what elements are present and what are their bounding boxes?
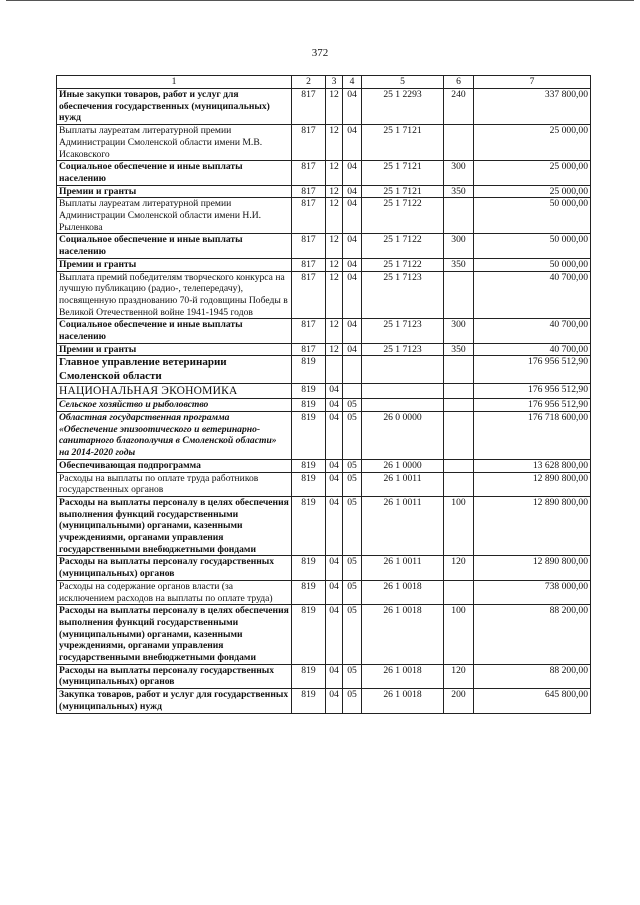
- target-article-code: 25 1 7123: [362, 343, 444, 356]
- expense-type-code: 100: [444, 496, 474, 556]
- expense-type-code: 200: [444, 689, 474, 713]
- target-article-code: 26 1 0011: [362, 496, 444, 556]
- row-description: Социальное обеспечение и иные выплаты населению: [57, 161, 292, 185]
- expense-type-code: [444, 580, 474, 604]
- row-description: Расходы на выплаты персоналу в целях обеспечения выполнения функций государственными (муниципальными) органами, казенными учреждениями, органами управления государственными внебюджетными фондами: [57, 496, 292, 556]
- row-description: Сельское хозяйство и рыболовство: [57, 399, 292, 412]
- expense-type-code: [444, 412, 474, 460]
- subsection-code: 05: [343, 412, 362, 460]
- section-code: 04: [326, 459, 343, 472]
- expense-type-code: 350: [444, 343, 474, 356]
- ministry-code: 819: [292, 605, 326, 665]
- expense-type-code: 350: [444, 185, 474, 198]
- section-code: 12: [326, 271, 343, 319]
- table-row: [57, 556, 591, 580]
- subsection-code: 05: [343, 496, 362, 556]
- section-code: 04: [326, 472, 343, 496]
- subsection-code: 05: [343, 605, 362, 665]
- page-number: 372: [311, 47, 329, 59]
- row-description: Выплаты лауреатам литературной премии Администрации Смоленской области имени М.В. Исаковского: [57, 125, 292, 161]
- ministry-code: 819: [292, 580, 326, 604]
- amount: 40 700,00: [474, 343, 591, 356]
- table-row: [57, 185, 591, 198]
- subsection-code: 04: [343, 234, 362, 258]
- amount: 337 800,00: [474, 89, 591, 125]
- expense-type-code: [444, 399, 474, 412]
- amount: 50 000,00: [474, 198, 591, 234]
- ministry-code: 817: [292, 161, 326, 185]
- section-code: 04: [326, 412, 343, 460]
- expense-type-code: [444, 459, 474, 472]
- amount: 88 200,00: [474, 664, 591, 688]
- ministry-code: 819: [292, 664, 326, 688]
- table-row: [57, 384, 591, 399]
- row-description: Расходы на выплаты персоналу государственных (муниципальных) органов: [57, 664, 292, 688]
- amount: 176 718 600,00: [474, 412, 591, 460]
- amount: 25 000,00: [474, 161, 591, 185]
- table-row: [57, 472, 591, 496]
- table-row: [57, 399, 591, 412]
- subsection-code: 04: [343, 89, 362, 125]
- amount: 50 000,00: [474, 258, 591, 271]
- table-row: [57, 234, 591, 258]
- expense-type-code: [444, 125, 474, 161]
- ministry-code: 819: [292, 472, 326, 496]
- subsection-code: 04: [343, 319, 362, 343]
- subsection-code: 04: [343, 125, 362, 161]
- subsection-code: 04: [343, 185, 362, 198]
- expense-type-code: 300: [444, 234, 474, 258]
- ministry-code: 819: [292, 496, 326, 556]
- row-description: Премии и гранты: [57, 258, 292, 271]
- column-header: 5: [362, 76, 444, 89]
- expense-type-code: [444, 198, 474, 234]
- row-description: Закупка товаров, работ и услуг для государственных (муниципальных) нужд: [57, 689, 292, 713]
- ministry-code: 819: [292, 689, 326, 713]
- target-article-code: 25 1 7121: [362, 185, 444, 198]
- target-article-code: 26 1 0000: [362, 459, 444, 472]
- table-row: [57, 664, 591, 688]
- section-code: 04: [326, 689, 343, 713]
- section-code: 04: [326, 399, 343, 412]
- amount: 25 000,00: [474, 125, 591, 161]
- subsection-code: 05: [343, 472, 362, 496]
- ministry-code: 819: [292, 556, 326, 580]
- ministry-code: 819: [292, 399, 326, 412]
- table-row: [57, 580, 591, 604]
- expense-type-code: 120: [444, 556, 474, 580]
- subsection-code: 05: [343, 664, 362, 688]
- ministry-code: 819: [292, 356, 326, 384]
- table-row: [57, 689, 591, 713]
- row-description: Расходы на выплаты персоналу государственных (муниципальных) органов: [57, 556, 292, 580]
- target-article-code: 25 1 2293: [362, 89, 444, 125]
- expense-type-code: [444, 472, 474, 496]
- section-code: 12: [326, 125, 343, 161]
- expense-type-code: 240: [444, 89, 474, 125]
- table-row: [57, 89, 591, 125]
- section-code: 04: [326, 580, 343, 604]
- subsection-code: [343, 356, 362, 384]
- section-code: 04: [326, 664, 343, 688]
- amount: 645 800,00: [474, 689, 591, 713]
- table-row: [57, 459, 591, 472]
- section-code: [326, 356, 343, 384]
- target-article-code: 26 1 0018: [362, 605, 444, 665]
- amount: 176 956 512,90: [474, 384, 591, 399]
- amount: 13 628 800,00: [474, 459, 591, 472]
- subsection-code: 04: [343, 343, 362, 356]
- amount: 88 200,00: [474, 605, 591, 665]
- section-code: 04: [326, 384, 343, 399]
- subsection-code: 05: [343, 459, 362, 472]
- row-description: Расходы на содержание органов власти (за исключением расходов на выплаты по оплате труда): [57, 580, 292, 604]
- row-description: Премии и гранты: [57, 343, 292, 356]
- target-article-code: 26 0 0000: [362, 412, 444, 460]
- ministry-code: 819: [292, 384, 326, 399]
- expense-type-code: [444, 356, 474, 384]
- column-header: 3: [326, 76, 343, 89]
- ministry-code: 817: [292, 185, 326, 198]
- target-article-code: 25 1 7122: [362, 234, 444, 258]
- subsection-code: 04: [343, 258, 362, 271]
- target-article-code: 26 1 0011: [362, 472, 444, 496]
- target-article-code: [362, 399, 444, 412]
- table-row: [57, 319, 591, 343]
- table-row: [57, 343, 591, 356]
- amount: 176 956 512,90: [474, 356, 591, 384]
- subsection-code: 05: [343, 689, 362, 713]
- ministry-code: 817: [292, 258, 326, 271]
- target-article-code: 25 1 7121: [362, 125, 444, 161]
- table-row: [57, 161, 591, 185]
- expense-type-code: [444, 271, 474, 319]
- row-description: Выплата премий победителям творческого конкурса на лучшую публикацию (радио-, телепередачу), посвященную празднованию 70-й годовщины Победы в Великой Отечественной войне 1941-1945 годов: [57, 271, 292, 319]
- row-description: Расходы на выплаты по оплате труда работников государственных органов: [57, 472, 292, 496]
- amount: 40 700,00: [474, 319, 591, 343]
- target-article-code: 26 1 0018: [362, 580, 444, 604]
- ministry-code: 819: [292, 412, 326, 460]
- subsection-code: 05: [343, 399, 362, 412]
- column-header: 4: [343, 76, 362, 89]
- row-description: Расходы на выплаты персоналу в целях обеспечения выполнения функций государственными (муниципальными) органами, казенными учреждениями, органами управления государственными внебюджетными фондами: [57, 605, 292, 665]
- row-description: Выплаты лауреатам литературной премии Администрации Смоленской области имени Н.И. Рыленкова: [57, 198, 292, 234]
- ministry-code: 817: [292, 271, 326, 319]
- target-article-code: 26 1 0018: [362, 689, 444, 713]
- column-header: 1: [57, 76, 292, 89]
- ministry-code: 817: [292, 319, 326, 343]
- subsection-code: 05: [343, 556, 362, 580]
- target-article-code: 25 1 7123: [362, 271, 444, 319]
- table-row: [57, 496, 591, 556]
- amount: 12 890 800,00: [474, 496, 591, 556]
- target-article-code: 26 1 0018: [362, 664, 444, 688]
- amount: 176 956 512,90: [474, 399, 591, 412]
- target-article-code: [362, 356, 444, 384]
- expense-type-code: 350: [444, 258, 474, 271]
- subsection-code: 04: [343, 271, 362, 319]
- table-row: [57, 258, 591, 271]
- subsection-code: 05: [343, 580, 362, 604]
- section-code: 12: [326, 185, 343, 198]
- target-article-code: [362, 384, 444, 399]
- row-description: Социальное обеспечение и иные выплаты населению: [57, 319, 292, 343]
- row-description: Областная государственная программа «Обеспечение эпизоотического и ветеринарно-санитарного благополучия в Смоленской области» на 2014-2020 годы: [57, 412, 292, 460]
- amount: 40 700,00: [474, 271, 591, 319]
- table-row: [57, 271, 591, 319]
- row-description: Премии и гранты: [57, 185, 292, 198]
- ministry-code: 817: [292, 343, 326, 356]
- row-description: НАЦИОНАЛЬНАЯ ЭКОНОМИКА: [57, 384, 292, 399]
- ministry-code: 817: [292, 125, 326, 161]
- subsection-code: 04: [343, 161, 362, 185]
- section-code: 12: [326, 161, 343, 185]
- table-row: [57, 412, 591, 460]
- section-code: 12: [326, 234, 343, 258]
- table-row: [57, 605, 591, 665]
- amount: 738 000,00: [474, 580, 591, 604]
- target-article-code: 25 1 7122: [362, 198, 444, 234]
- column-header: 7: [474, 76, 591, 89]
- ministry-code: 817: [292, 89, 326, 125]
- target-article-code: 25 1 7122: [362, 258, 444, 271]
- page-top-edge: [6, 0, 634, 1]
- expense-type-code: 300: [444, 319, 474, 343]
- expense-type-code: 300: [444, 161, 474, 185]
- section-code: 12: [326, 198, 343, 234]
- row-description: Обеспечивающая подпрограмма: [57, 459, 292, 472]
- column-header: 6: [444, 76, 474, 89]
- section-code: 04: [326, 605, 343, 665]
- subsection-code: 04: [343, 198, 362, 234]
- amount: 50 000,00: [474, 234, 591, 258]
- section-code: 12: [326, 89, 343, 125]
- section-code: 12: [326, 343, 343, 356]
- amount: 12 890 800,00: [474, 556, 591, 580]
- column-header: 2: [292, 76, 326, 89]
- table-row: [57, 198, 591, 234]
- expense-type-code: [444, 384, 474, 399]
- amount: 25 000,00: [474, 185, 591, 198]
- row-description: Главное управление ветеринарии Смоленской области: [57, 356, 292, 384]
- target-article-code: 26 1 0011: [362, 556, 444, 580]
- ministry-code: 817: [292, 198, 326, 234]
- amount: 12 890 800,00: [474, 472, 591, 496]
- ministry-code: 817: [292, 234, 326, 258]
- row-description: Иные закупки товаров, работ и услуг для обеспечения государственных (муниципальных) нужд: [57, 89, 292, 125]
- section-code: 12: [326, 319, 343, 343]
- section-code: 04: [326, 496, 343, 556]
- row-description: Социальное обеспечение и иные выплаты населению: [57, 234, 292, 258]
- section-code: 12: [326, 258, 343, 271]
- ministry-code: 819: [292, 459, 326, 472]
- budget-table: [56, 75, 591, 714]
- target-article-code: 25 1 7121: [362, 161, 444, 185]
- expense-type-code: 120: [444, 664, 474, 688]
- section-code: 04: [326, 556, 343, 580]
- subsection-code: [343, 384, 362, 399]
- expense-type-code: 100: [444, 605, 474, 665]
- table-row: [57, 125, 591, 161]
- table-row: [57, 356, 591, 384]
- target-article-code: 25 1 7123: [362, 319, 444, 343]
- table-header-row: [57, 76, 591, 89]
